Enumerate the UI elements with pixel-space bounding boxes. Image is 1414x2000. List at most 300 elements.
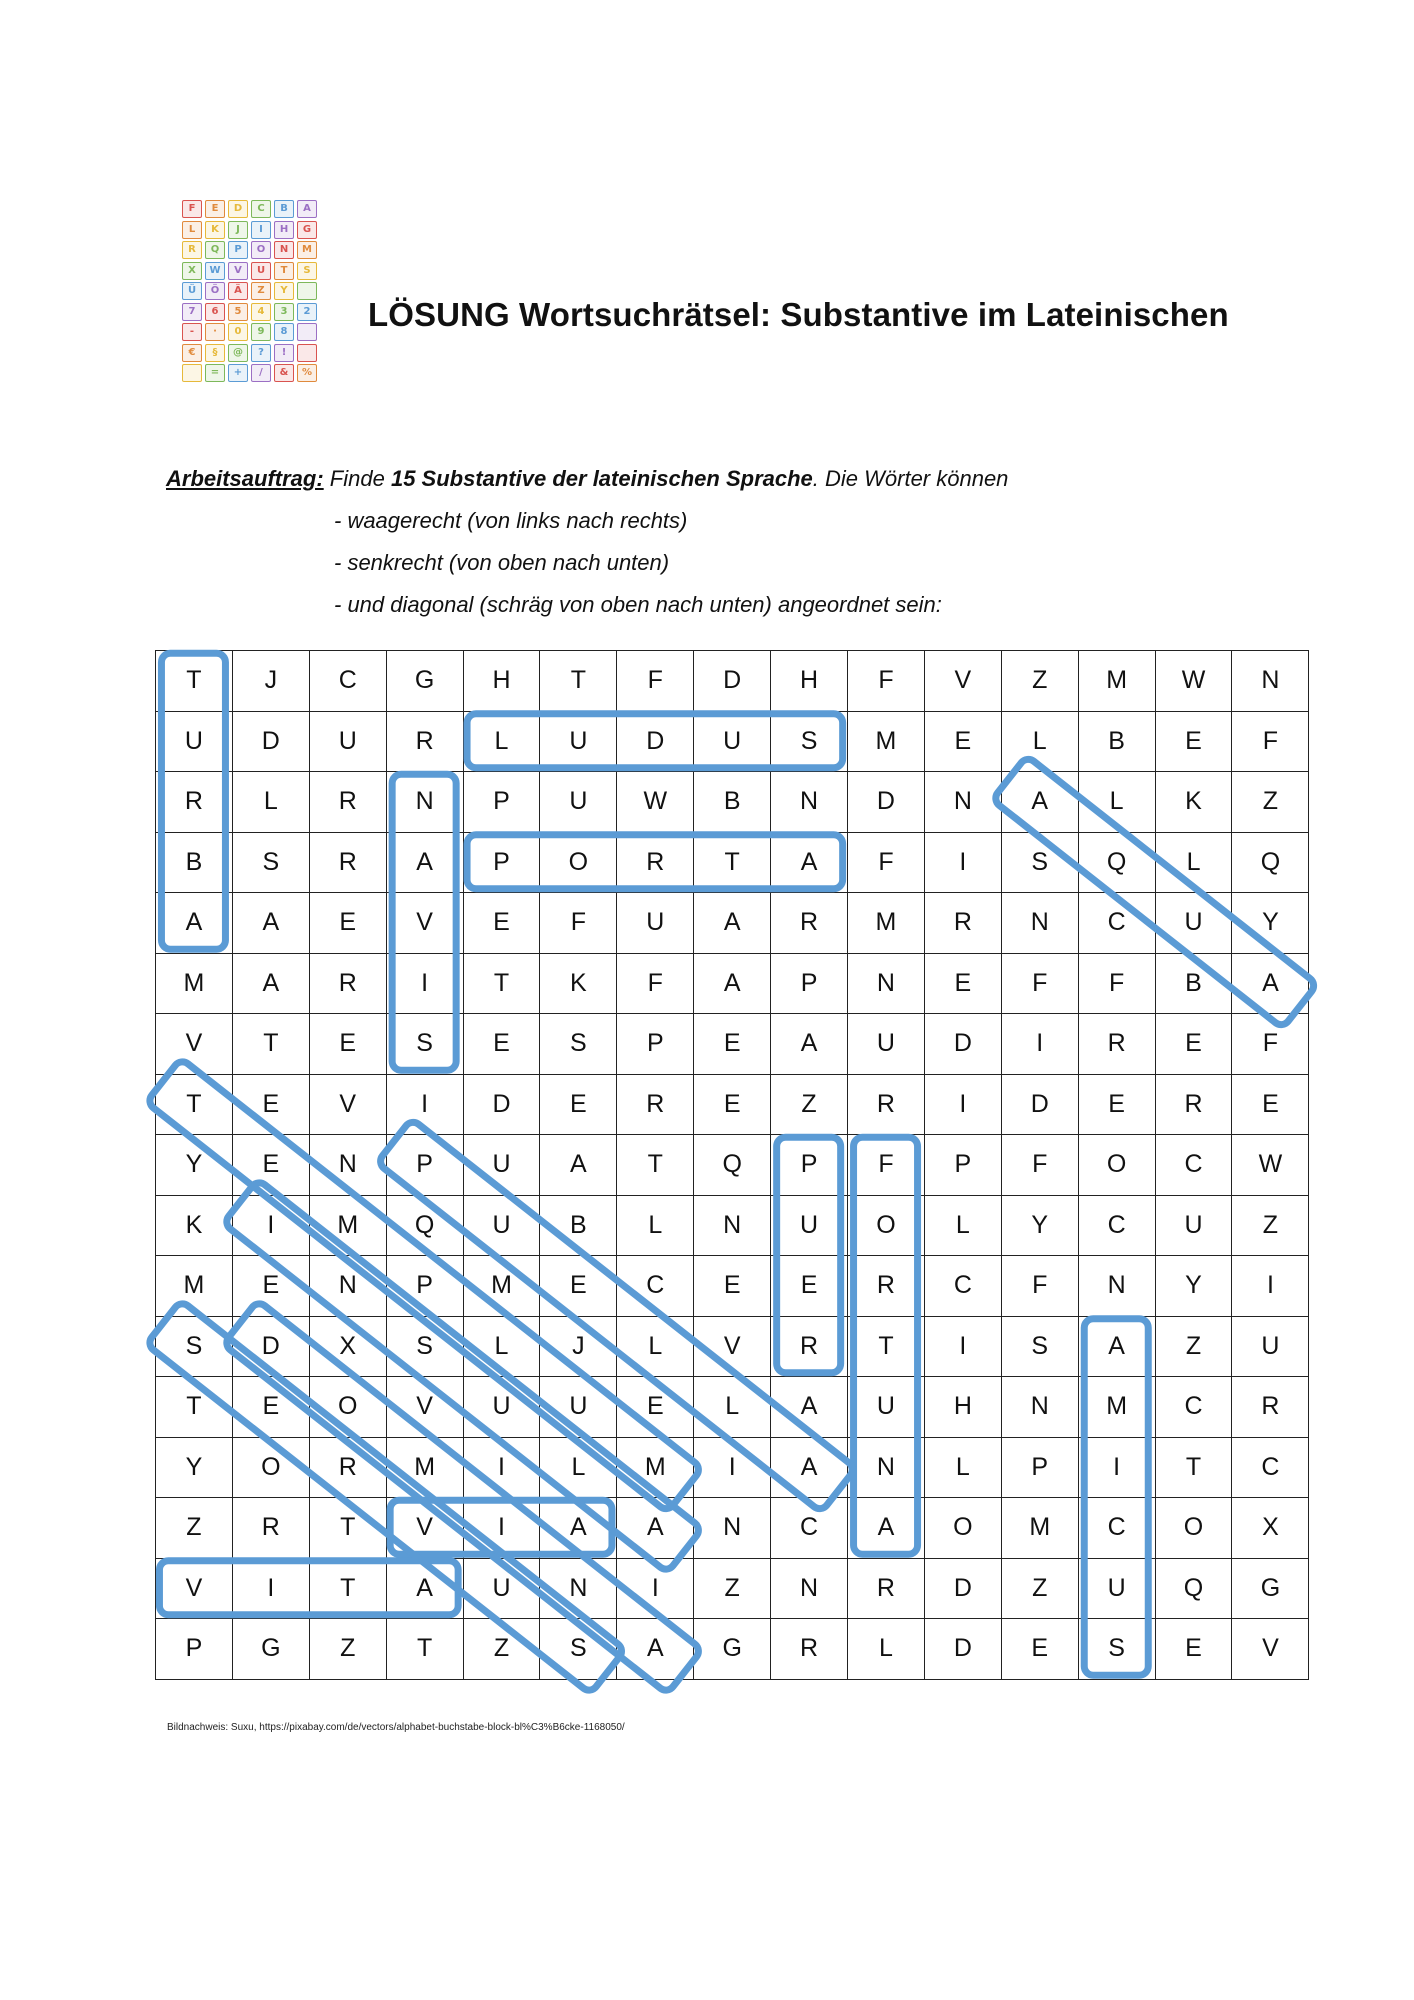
grid-cell: O (848, 1195, 925, 1256)
grid-cell: L (617, 1316, 694, 1377)
grid-cell: F (617, 953, 694, 1014)
grid-cell: R (848, 1558, 925, 1619)
alphabet-block (297, 344, 317, 362)
grid-cell: U (540, 711, 617, 772)
grid-cell: X (309, 1316, 386, 1377)
grid-cell: S (232, 832, 309, 893)
grid-cell: K (540, 953, 617, 1014)
grid-cell: E (617, 1377, 694, 1438)
grid-cell: N (540, 1558, 617, 1619)
grid-row (156, 651, 1309, 712)
grid-cell: Z (1232, 772, 1309, 833)
grid-cell: Z (463, 1619, 540, 1680)
grid-cell: A (386, 832, 463, 893)
grid-cell: N (1001, 1377, 1078, 1438)
grid-cell: U (463, 1135, 540, 1196)
grid-cell: Q (1155, 1558, 1232, 1619)
grid-cell: V (156, 1014, 233, 1075)
alphabet-block: W (205, 262, 225, 280)
grid-cell: W (1232, 1135, 1309, 1196)
grid-cell: E (771, 1256, 848, 1317)
grid-row (156, 1558, 1309, 1619)
alphabet-block: D (228, 200, 248, 218)
grid-cell: Y (1232, 893, 1309, 954)
grid-cell: V (924, 651, 1001, 712)
grid-cell: G (232, 1619, 309, 1680)
grid-cell: Y (1155, 1256, 1232, 1317)
grid-cell: U (1155, 893, 1232, 954)
alphabet-block: 7 (182, 303, 202, 321)
grid-cell: R (771, 1619, 848, 1680)
grid-cell: M (848, 893, 925, 954)
grid-row (156, 893, 1309, 954)
alphabet-block: 3 (274, 303, 294, 321)
grid-cell: V (386, 1498, 463, 1559)
alphabet-block: T (274, 262, 294, 280)
alphabet-block: N (274, 241, 294, 259)
grid-cell: B (694, 772, 771, 833)
alphabet-block: Y (274, 282, 294, 300)
grid-cell: Z (1001, 1558, 1078, 1619)
grid-cell: T (156, 651, 233, 712)
grid-cell: Z (309, 1619, 386, 1680)
grid-cell: E (924, 711, 1001, 772)
grid-cell: O (1078, 1135, 1155, 1196)
alphabet-block: C (251, 200, 271, 218)
task-text-strong: 15 Substantive der lateinischen Sprache (390, 466, 813, 491)
grid-cell: E (309, 1014, 386, 1075)
alphabet-block: K (205, 221, 225, 239)
alphabet-block: + (228, 364, 248, 382)
grid-cell: O (540, 832, 617, 893)
grid-cell: I (924, 832, 1001, 893)
grid-cell: C (771, 1498, 848, 1559)
grid-cell: M (463, 1256, 540, 1317)
alphabet-block: X (182, 262, 202, 280)
alphabet-block: R (182, 241, 202, 259)
grid-cell: A (1232, 953, 1309, 1014)
grid-cell: O (1155, 1498, 1232, 1559)
grid-cell: A (232, 953, 309, 1014)
grid-cell: M (156, 953, 233, 1014)
alphabet-block: @ (228, 344, 248, 362)
grid-cell: T (848, 1316, 925, 1377)
grid-cell: E (232, 1377, 309, 1438)
alphabet-block (297, 323, 317, 341)
grid-cell: E (463, 1014, 540, 1075)
grid-cell: D (617, 711, 694, 772)
alphabet-block: 2 (297, 303, 317, 321)
grid-cell: B (156, 832, 233, 893)
grid-cell: R (386, 711, 463, 772)
grid-cell: Z (694, 1558, 771, 1619)
grid-cell: R (771, 893, 848, 954)
alphabet-block: E (205, 200, 225, 218)
grid-cell: C (617, 1256, 694, 1317)
grid-cell: X (1232, 1498, 1309, 1559)
grid-cell: A (156, 893, 233, 954)
alphabet-block (297, 282, 317, 300)
page-title: LÖSUNG Wortsuchrätsel: Substantive im Lateinischen (368, 296, 1229, 333)
grid-cell: E (309, 893, 386, 954)
grid-cell: M (1001, 1498, 1078, 1559)
alphabet-block: Ä (228, 282, 248, 300)
grid-cell: F (848, 651, 925, 712)
grid-cell: M (156, 1256, 233, 1317)
grid-cell: E (232, 1074, 309, 1135)
grid-cell: P (771, 1135, 848, 1196)
grid-cell: I (694, 1437, 771, 1498)
grid-cell: Q (1078, 832, 1155, 893)
alphabet-block: & (274, 364, 294, 382)
alphabet-block: H (274, 221, 294, 239)
grid-cell: E (1232, 1074, 1309, 1135)
alphabet-block: L (182, 221, 202, 239)
grid-cell: R (309, 832, 386, 893)
grid-cell: M (617, 1437, 694, 1498)
grid-cell: F (1001, 953, 1078, 1014)
grid-cell: F (1001, 1135, 1078, 1196)
grid-cell: S (386, 1316, 463, 1377)
alphabet-block: 8 (274, 323, 294, 341)
alphabet-block: F (182, 200, 202, 218)
grid-cell: B (1155, 953, 1232, 1014)
grid-cell: L (463, 711, 540, 772)
alphabet-block: G (297, 221, 317, 239)
grid-cell: R (309, 772, 386, 833)
grid-cell: Y (156, 1135, 233, 1196)
grid-cell: D (463, 1074, 540, 1135)
grid-cell: I (386, 1074, 463, 1135)
grid-cell: N (1232, 651, 1309, 712)
grid-cell: I (1001, 1014, 1078, 1075)
task-instruction (166, 466, 1008, 492)
grid-cell: N (694, 1498, 771, 1559)
grid-cell: I (463, 1498, 540, 1559)
grid-cell: D (232, 1316, 309, 1377)
alphabet-block (182, 364, 202, 382)
grid-cell: C (1078, 1498, 1155, 1559)
grid-row (156, 1135, 1309, 1196)
grid-cell: E (232, 1135, 309, 1196)
grid-cell: A (771, 1014, 848, 1075)
grid-cell: S (1001, 832, 1078, 893)
grid-cell: A (694, 953, 771, 1014)
grid-cell: U (156, 711, 233, 772)
grid-cell: C (1078, 893, 1155, 954)
grid-row (156, 1498, 1309, 1559)
grid-cell: D (924, 1619, 1001, 1680)
grid-cell: S (386, 1014, 463, 1075)
grid-cell: P (386, 1135, 463, 1196)
task-text-1: Finde (323, 466, 391, 491)
grid-cell: L (694, 1377, 771, 1438)
grid-cell: E (694, 1074, 771, 1135)
grid-cell: U (1155, 1195, 1232, 1256)
grid-cell: I (924, 1316, 1001, 1377)
grid-cell: U (1078, 1558, 1155, 1619)
alphabet-block: 0 (228, 323, 248, 341)
grid-cell: A (848, 1498, 925, 1559)
grid-cell: B (1078, 711, 1155, 772)
grid-cell: I (463, 1437, 540, 1498)
grid-cell: B (540, 1195, 617, 1256)
grid-cell: H (924, 1377, 1001, 1438)
grid-cell: N (386, 772, 463, 833)
grid-cell: D (924, 1558, 1001, 1619)
grid-cell: A (1078, 1316, 1155, 1377)
alphabet-block: 9 (251, 323, 271, 341)
grid-cell: E (694, 1014, 771, 1075)
grid-row (156, 1074, 1309, 1135)
grid-cell: T (694, 832, 771, 893)
grid-cell: K (156, 1195, 233, 1256)
grid-cell: T (617, 1135, 694, 1196)
grid-cell: R (156, 772, 233, 833)
grid-row (156, 1377, 1309, 1438)
grid-cell: F (1078, 953, 1155, 1014)
grid-cell: F (540, 893, 617, 954)
grid-cell: V (694, 1316, 771, 1377)
grid-cell: W (1155, 651, 1232, 712)
grid-cell: U (540, 772, 617, 833)
grid-cell: V (386, 893, 463, 954)
grid-cell: D (924, 1014, 1001, 1075)
grid-cell: S (1078, 1619, 1155, 1680)
grid-cell: N (771, 1558, 848, 1619)
grid-cell: F (1232, 1014, 1309, 1075)
grid-cell: L (463, 1316, 540, 1377)
grid-cell: I (386, 953, 463, 1014)
grid-row (156, 1437, 1309, 1498)
grid-row (156, 832, 1309, 893)
grid-cell: N (1001, 893, 1078, 954)
grid-cell: E (694, 1256, 771, 1317)
grid-cell: A (771, 1437, 848, 1498)
grid-row (156, 772, 1309, 833)
grid-cell: Y (156, 1437, 233, 1498)
grid-cell: U (463, 1195, 540, 1256)
alphabet-block: J (228, 221, 248, 239)
alphabet-block: % (297, 364, 317, 382)
grid-row (156, 1195, 1309, 1256)
grid-cell: S (1001, 1316, 1078, 1377)
grid-cell: V (386, 1377, 463, 1438)
grid-cell: T (309, 1498, 386, 1559)
grid-cell: K (1155, 772, 1232, 833)
grid-cell: L (1001, 711, 1078, 772)
grid-cell: I (617, 1558, 694, 1619)
grid-cell: U (848, 1014, 925, 1075)
grid-cell: R (617, 1074, 694, 1135)
grid-cell: F (848, 1135, 925, 1196)
grid-cell: C (1155, 1377, 1232, 1438)
grid-cell: R (232, 1498, 309, 1559)
task-bullet-horizontal: - waagerecht (von links nach rechts) (334, 508, 688, 533)
grid-cell: D (694, 651, 771, 712)
grid-cell: N (848, 953, 925, 1014)
grid-cell: E (540, 1074, 617, 1135)
grid-cell: F (848, 832, 925, 893)
grid-cell: R (848, 1074, 925, 1135)
grid-row (156, 1014, 1309, 1075)
grid-cell: E (1078, 1074, 1155, 1135)
grid-cell: I (232, 1195, 309, 1256)
grid-cell: S (540, 1014, 617, 1075)
grid-cell: M (1078, 651, 1155, 712)
grid-cell: J (232, 651, 309, 712)
grid-cell: U (309, 711, 386, 772)
task-text-2: . Die Wörter können (812, 466, 1009, 491)
grid-cell: A (617, 1498, 694, 1559)
grid-cell: T (1155, 1437, 1232, 1498)
grid-cell: L (1155, 832, 1232, 893)
grid-cell: U (694, 711, 771, 772)
grid-cell: T (156, 1074, 233, 1135)
alphabet-block: P (228, 241, 248, 259)
grid-cell: R (1078, 1014, 1155, 1075)
grid-cell: N (694, 1195, 771, 1256)
grid-cell: C (1155, 1135, 1232, 1196)
grid-cell: M (1078, 1377, 1155, 1438)
grid-cell: N (309, 1256, 386, 1317)
grid-cell: E (540, 1256, 617, 1317)
alphabet-block: I (251, 221, 271, 239)
grid-cell: F (1232, 711, 1309, 772)
grid-cell: R (617, 832, 694, 893)
grid-cell: U (463, 1558, 540, 1619)
alphabet-block: M (297, 241, 317, 259)
grid-cell: D (848, 772, 925, 833)
grid-cell: E (463, 893, 540, 954)
alphabet-block: ! (274, 344, 294, 362)
grid-cell: C (309, 651, 386, 712)
alphabet-blocks-image (182, 200, 330, 390)
grid-cell: A (617, 1619, 694, 1680)
alphabet-block: Q (205, 241, 225, 259)
grid-cell: Z (771, 1074, 848, 1135)
grid-cell: E (1155, 1619, 1232, 1680)
alphabet-block: S (297, 262, 317, 280)
grid-cell: E (1155, 1014, 1232, 1075)
grid-cell: V (309, 1074, 386, 1135)
task-label: Arbeitsauftrag: (166, 466, 324, 491)
grid-cell: L (540, 1437, 617, 1498)
grid-cell: A (771, 1377, 848, 1438)
grid-cell: I (924, 1074, 1001, 1135)
grid-cell: U (540, 1377, 617, 1438)
grid-cell: T (309, 1558, 386, 1619)
grid-cell: R (924, 893, 1001, 954)
grid-cell: L (924, 1437, 1001, 1498)
grid-cell: Y (1001, 1195, 1078, 1256)
grid-cell: Q (694, 1135, 771, 1196)
grid-cell: P (156, 1619, 233, 1680)
grid-cell: G (1232, 1558, 1309, 1619)
grid-cell: N (924, 772, 1001, 833)
alphabet-block: € (182, 344, 202, 362)
grid-cell: T (156, 1377, 233, 1438)
grid-cell: Z (1232, 1195, 1309, 1256)
grid-cell: E (232, 1256, 309, 1317)
grid-cell: A (694, 893, 771, 954)
grid-cell: T (232, 1014, 309, 1075)
grid-cell: D (1001, 1074, 1078, 1135)
grid-cell: D (232, 711, 309, 772)
grid-cell: A (540, 1135, 617, 1196)
alphabet-block: Ü (182, 282, 202, 300)
grid-cell: N (309, 1135, 386, 1196)
alphabet-block: 4 (251, 303, 271, 321)
grid-cell: P (463, 772, 540, 833)
grid-cell: E (1155, 711, 1232, 772)
grid-cell: T (386, 1619, 463, 1680)
grid-cell: P (617, 1014, 694, 1075)
grid-cell: I (232, 1558, 309, 1619)
grid-cell: U (771, 1195, 848, 1256)
grid-cell: N (771, 772, 848, 833)
grid-cell: O (232, 1437, 309, 1498)
alphabet-block: Z (251, 282, 271, 300)
grid-cell: G (694, 1619, 771, 1680)
grid-cell: V (156, 1558, 233, 1619)
alphabet-block: O (251, 241, 271, 259)
grid-cell: Z (1155, 1316, 1232, 1377)
grid-cell: I (1078, 1437, 1155, 1498)
grid-cell: L (1078, 772, 1155, 833)
grid-cell: U (848, 1377, 925, 1438)
grid-cell: Z (156, 1498, 233, 1559)
alphabet-block: / (251, 364, 271, 382)
grid-cell: U (463, 1377, 540, 1438)
grid-cell: M (848, 711, 925, 772)
grid-row (156, 953, 1309, 1014)
grid-cell: H (771, 651, 848, 712)
grid-cell: A (232, 893, 309, 954)
grid-cell: C (1078, 1195, 1155, 1256)
grid-cell: T (463, 953, 540, 1014)
task-bullet-diagonal: - und diagonal (schräg von oben nach unten) angeordnet sein: (334, 592, 942, 617)
task-bullet-vertical: - senkrecht (von oben nach unten) (334, 550, 670, 575)
grid-cell: A (386, 1558, 463, 1619)
grid-cell: P (463, 832, 540, 893)
grid-cell: T (540, 651, 617, 712)
alphabet-block: U (251, 262, 271, 280)
grid-cell: R (848, 1256, 925, 1317)
alphabet-block: 6 (205, 303, 225, 321)
grid-cell: R (309, 1437, 386, 1498)
grid-cell: J (540, 1316, 617, 1377)
grid-cell: M (386, 1437, 463, 1498)
grid-cell: S (156, 1316, 233, 1377)
grid-cell: R (1155, 1074, 1232, 1135)
alphabet-block: = (205, 364, 225, 382)
grid-cell: R (1232, 1377, 1309, 1438)
grid-cell: R (771, 1316, 848, 1377)
grid-cell: S (540, 1619, 617, 1680)
grid-cell: W (617, 772, 694, 833)
grid-cell: N (848, 1437, 925, 1498)
grid-cell: P (1001, 1437, 1078, 1498)
alphabet-block: ? (251, 344, 271, 362)
alphabet-block: - (182, 323, 202, 341)
grid-row (156, 1256, 1309, 1317)
grid-cell: Q (1232, 832, 1309, 893)
grid-cell: V (1232, 1619, 1309, 1680)
grid-cell: N (1078, 1256, 1155, 1317)
grid-cell: L (617, 1195, 694, 1256)
grid-row (156, 711, 1309, 772)
